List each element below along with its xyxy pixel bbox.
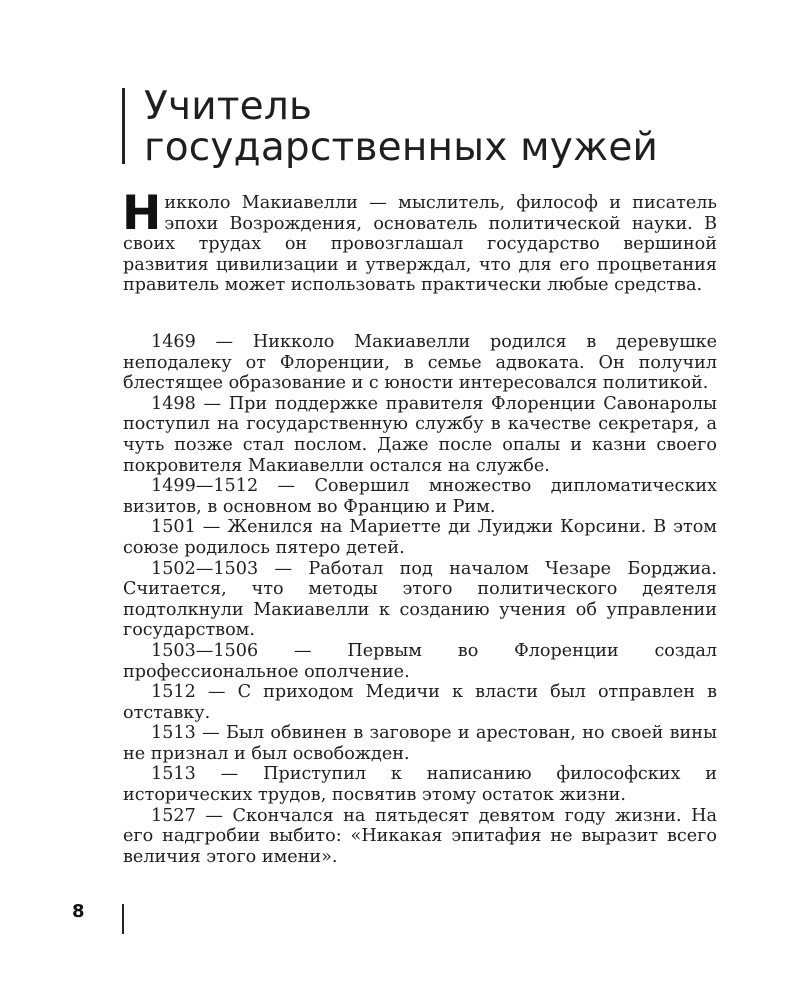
chronology-entry: 1527 — Скончался на пятьдесят девятом году жизни. На его надгробии выбито: «Никакая эпитафия не выразит всего величия этого имени». bbox=[123, 805, 717, 867]
drop-cap: Н bbox=[122, 186, 162, 241]
chronology-entry: 1513 — Приступил к написанию философских и исторических трудов, посвятив этому остаток жизни. bbox=[123, 764, 717, 806]
title-accent-bar bbox=[122, 88, 125, 164]
page-title-line-1: Учитель bbox=[144, 84, 313, 129]
chronology-entry: 1513 — Был обвинен в заговоре и арестован, но своей вины не признал и был освобожден. bbox=[123, 723, 717, 764]
chronology-entry: 1469 — Никколо Макиавелли родился в деревушке неподалеку от Флоренции, в семье адвоката. Он получил блестящее образование и с юности интересовался политикой. bbox=[123, 332, 717, 394]
intro-text: икколо Макиавелли — мыслитель, философ и писатель эпохи Возрождения, основатель политической науки. В своих трудах он провозглашал государство вершиной развития цивилизации и утверждал, что для его процветания правитель может использовать практически любые средства. bbox=[123, 193, 717, 296]
page-title bbox=[144, 86, 658, 168]
chronology-entry: 1502—1503 — Работал под началом Чезаре Борджиа. Считается, что методы этого политического деятеля подтолкнули Макиавелли к созданию учения об управлении государством. bbox=[123, 558, 717, 641]
chronology-entry: 1512 — С приходом Медичи к власти был отправлен в отставку. bbox=[123, 682, 717, 723]
chronology-entry: 1503—1506 — Первым во Флоренции создал профессиональное ополчение. bbox=[123, 640, 717, 682]
chronology-entry: 1499—1512 — Совершил множество дипломатических визитов, в основном во Францию и Рим. bbox=[123, 476, 717, 517]
chronology-entry: 1498 — При поддержке правителя Флоренции Савонаролы поступил на государственную службу в качестве секретаря, а чуть позже стал послом. Даже после опалы и казни своего покровителя Макиавелли остался на службе. bbox=[123, 393, 717, 476]
page-title-line-2: государственных мужей bbox=[144, 125, 659, 170]
intro-paragraph bbox=[122, 186, 717, 296]
chronology-entry: 1501 — Женился на Мариетте ди Луиджи Корсини. В этом союзе родилось пятеро детей. bbox=[123, 517, 717, 558]
page-number: 8 bbox=[72, 901, 85, 922]
page-number-divider bbox=[122, 904, 124, 934]
chronology-list bbox=[123, 332, 717, 867]
